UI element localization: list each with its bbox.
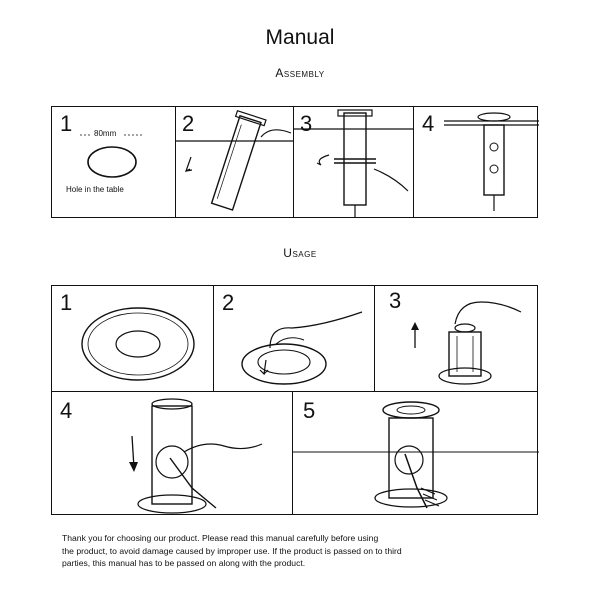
table-hole-illustration bbox=[52, 107, 178, 219]
assembly-step-number: 4 bbox=[422, 111, 435, 136]
usage-step-1-panel bbox=[51, 285, 215, 393]
press-lid-illustration bbox=[214, 286, 377, 394]
manual-notice bbox=[62, 532, 542, 570]
installed-socket-illustration bbox=[414, 107, 539, 219]
plug-in-illustration bbox=[52, 392, 295, 516]
usage-section-title: Usage bbox=[283, 246, 317, 260]
assembly-step-number: 3 bbox=[300, 111, 313, 136]
assembly-step-2-panel bbox=[175, 106, 295, 218]
notice-line: parties, this manual has to be passed on along with the product. bbox=[62, 558, 306, 568]
assembly-step-1-panel bbox=[51, 106, 177, 218]
assembly-step-4-panel bbox=[413, 106, 538, 218]
usage-step-number: 1 bbox=[60, 290, 73, 315]
plugged-socket-illustration bbox=[293, 392, 539, 516]
assembly-step-number: 1 bbox=[60, 111, 73, 136]
notice-line: the product, to avoid damage caused by improper use. If the product is passed on to third bbox=[62, 545, 402, 556]
insert-socket-illustration bbox=[176, 107, 296, 219]
usage-step-2-panel bbox=[213, 285, 376, 393]
socket-pops-up-illustration bbox=[375, 286, 539, 394]
usage-step-5-panel bbox=[292, 391, 538, 515]
assembly-step-3-panel bbox=[293, 106, 415, 218]
usage-step-number: 2 bbox=[222, 290, 235, 315]
usage-step-3-panel bbox=[374, 285, 538, 393]
usage-step-number: 4 bbox=[60, 398, 73, 423]
tighten-nut-illustration bbox=[294, 107, 416, 219]
usage-step-number: 3 bbox=[389, 288, 402, 313]
usage-step-number: 5 bbox=[303, 398, 316, 423]
page-title: Manual bbox=[265, 26, 335, 49]
assembly-step-number: 2 bbox=[182, 111, 195, 136]
usage-step-4-panel bbox=[51, 391, 294, 515]
dimension-label: 80mm bbox=[94, 129, 117, 138]
hole-caption: Hole in the table bbox=[66, 185, 124, 194]
notice-line: Thank you for choosing our product. Please read this manual carefully before using bbox=[62, 533, 379, 543]
closed-socket-lid-illustration bbox=[52, 286, 216, 394]
assembly-section-title: Assembly bbox=[275, 66, 325, 80]
